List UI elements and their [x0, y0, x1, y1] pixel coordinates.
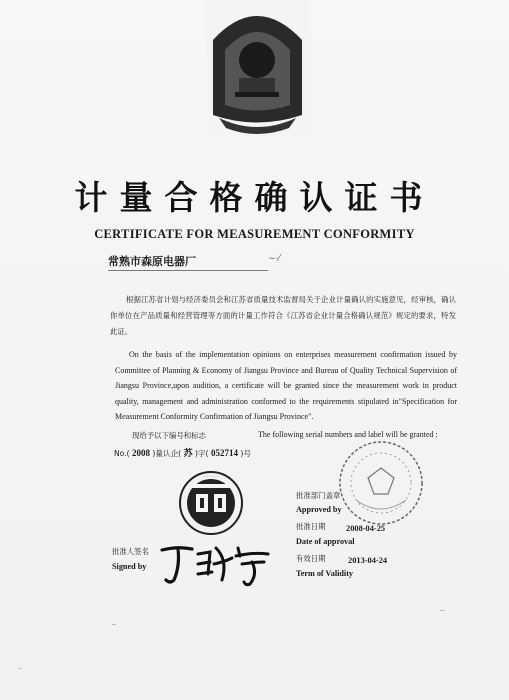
- grant-statement-chinese: 现给予以下编号和标志: [132, 431, 206, 440]
- certificate-title-chinese: 计量合格确认证书: [74, 178, 435, 217]
- national-emblem-icon: [205, 0, 310, 140]
- official-seal-icon: [336, 438, 426, 528]
- signed-by-label-chinese: 批准人签名: [112, 547, 149, 556]
- approved-by-label-english: Approved by: [296, 505, 342, 514]
- body-paragraph-chinese: 根据江苏省计划与经济委员会和江苏省质量技术监督局关于企业计量确认的实施意见，经审核，确认你单位在产品质量和经营管理等方面的计量工作符合《江苏省企业计量合格确认规范》规定的要求，特发此证。: [110, 295, 456, 336]
- validity-date-value: 2013-04-24: [348, 556, 388, 565]
- serial-province: 苏: [183, 448, 193, 458]
- signed-by-label-english: Signed by: [112, 562, 147, 571]
- approval-date-label-english: Date of approval: [296, 537, 355, 546]
- validity-label-chinese: 有效日期: [296, 554, 326, 563]
- scan-speck: [112, 624, 116, 625]
- conformity-logo-icon: [178, 470, 244, 536]
- validity-label-english: Term of Validity: [296, 569, 354, 578]
- serial-mid-1: )量认企(: [152, 449, 182, 458]
- svg-text:· · · · ·: · · · · ·: [203, 474, 219, 480]
- scan-speck: [440, 610, 445, 611]
- company-name: 常熟市森原电器厂: [108, 255, 196, 268]
- serial-number: [114, 446, 251, 459]
- scan-speck: [18, 668, 21, 669]
- certificate-title-english: CERTIFICATE FOR MEASUREMENT CONFORMITY: [94, 227, 415, 241]
- serial-code: 052714: [210, 448, 238, 458]
- company-underline: [108, 270, 268, 271]
- body-paragraph-english: On the basis of the implementation opinions on enterprises measurement confirmation issued by Committee of Planning & Economy of Jiangsu Province and Bureau of Quality Technical Supervision of Jiangsu Province,upon audition, a certificate will be granted since the measurement work in product quality, management and administration conformed to the requirements stipulated in"Specification for Measurement Conformity Confirmation of Jiangsu Province".: [115, 350, 457, 421]
- handwritten-signature: [158, 540, 276, 588]
- serial-suffix: )号: [240, 449, 251, 458]
- serial-mid-2: )字(: [195, 449, 209, 458]
- serial-prefix: No.(: [114, 449, 130, 458]
- serial-year: 2008: [132, 448, 150, 458]
- grant-statement-english: The following serial numbers and label will be granted :: [258, 430, 438, 439]
- approval-date-value: 2008-04-25: [346, 524, 386, 533]
- approved-by-label-chinese: 批准部门盖章: [296, 491, 341, 500]
- handwritten-mark: ~·⁄: [268, 254, 280, 264]
- approval-date-label-chinese: 批准日期: [296, 522, 326, 531]
